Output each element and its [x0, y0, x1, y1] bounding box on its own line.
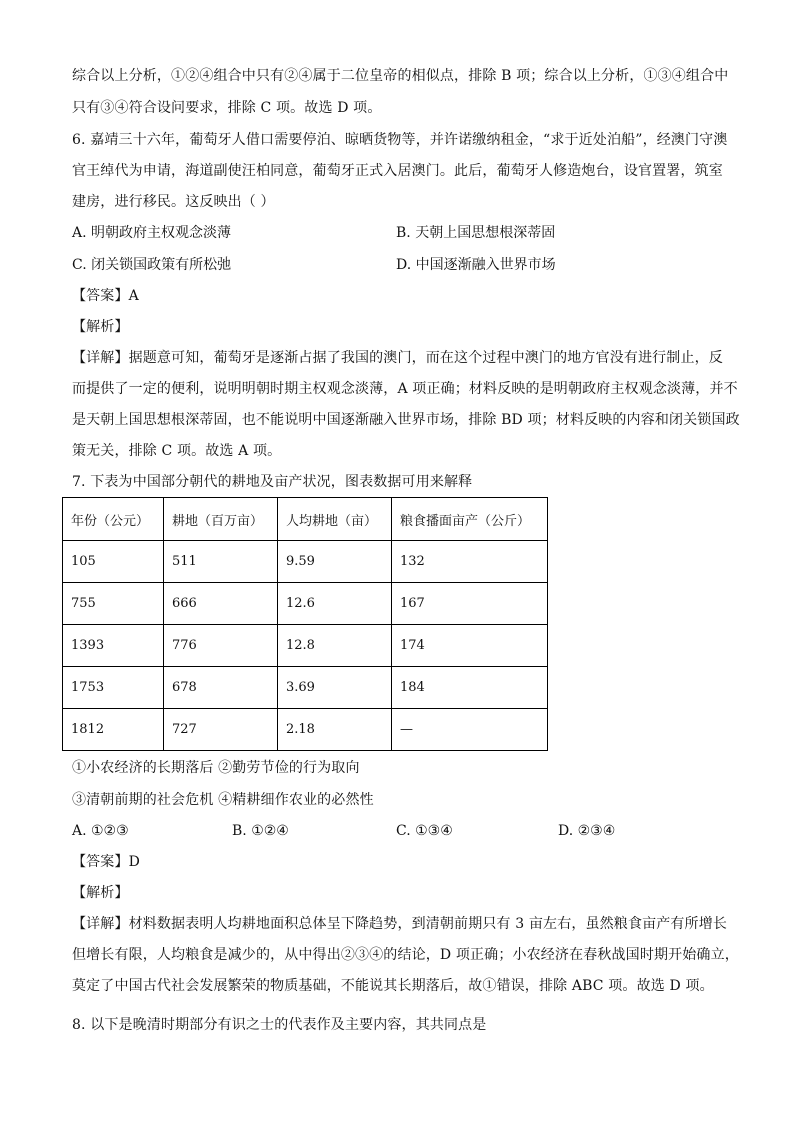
question-8-stem: 8. 以下是晚清时期部分有识之士的代表作及主要内容，其共同点是 — [72, 1017, 487, 1033]
question-6-explanation: 是天朝上国思想根深蒂固，也不能说明中国逐渐融入世界市场，排除 BD 项；材料反映的内容和闭关锁国政 — [72, 412, 740, 428]
table-cell: 12.8 — [278, 625, 392, 667]
table-cell: 2.18 — [278, 709, 392, 751]
table-row — [63, 541, 548, 583]
table-cell: 1812 — [63, 709, 164, 751]
table-header-cell: 人均耕地（亩） — [278, 498, 392, 541]
question-6-explanation: 【详解】据题意可知，葡萄牙是逐渐占据了我国的澳门，而在这个过程中澳门的地方官没有进行制止，反 — [72, 350, 723, 366]
question-6-option-c: C. 闭关锁国政策有所松弛 — [72, 257, 232, 273]
table-cell: 1753 — [63, 667, 164, 709]
question-6-analysis-heading: 【解析】 — [72, 319, 129, 335]
table-header-cell: 粮食播面亩产（公斤） — [392, 498, 548, 541]
table-cell: 755 — [63, 583, 164, 625]
table-cell: 3.69 — [278, 667, 392, 709]
question-6-answer: 【答案】A — [72, 288, 139, 304]
question-7-option-b: B. ①②④ — [232, 823, 289, 839]
table-cell: 105 — [63, 541, 164, 583]
question-6-option-a: A. 明朝政府主权观念淡薄 — [72, 225, 232, 241]
table-cell: 678 — [164, 667, 278, 709]
table-row — [63, 667, 548, 709]
table-cell: 727 — [164, 709, 278, 751]
table-header-cell: 年份（公元） — [63, 498, 164, 541]
question-6-stem: 6. 嘉靖三十六年，葡萄牙人借口需要停泊、晾晒货物等，并许诺缴纳租金，“求于近处泊船”，经澳门守澳 — [72, 132, 728, 148]
question-6-option-b: B. 天朝上国思想根深蒂固 — [396, 225, 556, 241]
table-cell: 776 — [164, 625, 278, 667]
question-7-analysis-heading: 【解析】 — [72, 885, 129, 901]
question-7-option-d: D. ②③④ — [558, 823, 616, 839]
question-7-statements: ③清朝前期的社会危机 ④精耕细作农业的必然性 — [72, 792, 374, 808]
question-6-explanation: 策无关，排除 C 项。故选 A 项。 — [72, 443, 282, 459]
table-cell: 9.59 — [278, 541, 392, 583]
question-7-answer: 【答案】D — [72, 854, 140, 870]
table-cell: 1393 — [63, 625, 164, 667]
table-row — [63, 625, 548, 667]
table-cell: 511 — [164, 541, 278, 583]
question-7-statements: ①小农经济的长期落后 ②勤劳节俭的行为取向 — [72, 760, 360, 776]
question-6-stem: 官王绰代为申请，海道副使汪柏同意，葡萄牙正式入居澳门。此后，葡萄牙人修造炮台，设官置署，筑室 — [72, 163, 723, 179]
farmland-yield-table — [62, 497, 548, 751]
table-cell: 12.6 — [278, 583, 392, 625]
table-cell: 132 — [392, 541, 548, 583]
text-line: 综合以上分析，①②④组合中只有②④属于二位皇帝的相似点，排除 B 项；综合以上分析，①③④组合中 — [72, 68, 729, 84]
table-row — [63, 709, 548, 751]
question-7-explanation: 【详解】材料数据表明人均耕地面积总体呈下降趋势，到清朝前期只有 3 亩左右，虽然粮食亩产有所增长 — [72, 916, 728, 932]
question-7-explanation: 但增长有限，人均粮食是减少的，从中得出②③④的结论，D 项正确；小农经济在春秋战国时期开始确立， — [72, 947, 739, 963]
question-7-option-c: C. ①③④ — [396, 823, 453, 839]
text-line: 只有③④符合设问要求，排除 C 项。故选 D 项。 — [72, 100, 382, 116]
question-6-option-d: D. 中国逐渐融入世界市场 — [396, 257, 556, 273]
table-cell: 184 — [392, 667, 548, 709]
question-6-stem: 建房，进行移民。这反映出（ ） — [72, 194, 275, 210]
table-row — [63, 583, 548, 625]
table-header-cell: 耕地（百万亩） — [164, 498, 278, 541]
table-cell: 174 — [392, 625, 548, 667]
question-7-explanation: 莫定了中国古代社会发展繁荣的物质基础，不能说其长期落后，故①错误，排除 ABC 项。故选 D 项。 — [72, 978, 714, 994]
table-cell: 666 — [164, 583, 278, 625]
question-7-option-a: A. ①②③ — [72, 823, 129, 839]
question-7-stem: 7. 下表为中国部分朝代的耕地及亩产状况，图表数据可用来解释 — [72, 474, 473, 490]
table-cell: 167 — [392, 583, 548, 625]
table-header-row — [63, 498, 548, 541]
table-cell: — — [392, 709, 548, 751]
question-6-explanation: 而提供了一定的便利，说明明朝时期主权观念淡薄，A 项正确；材料反映的是明朝政府主权观念淡薄，并不 — [72, 381, 738, 397]
